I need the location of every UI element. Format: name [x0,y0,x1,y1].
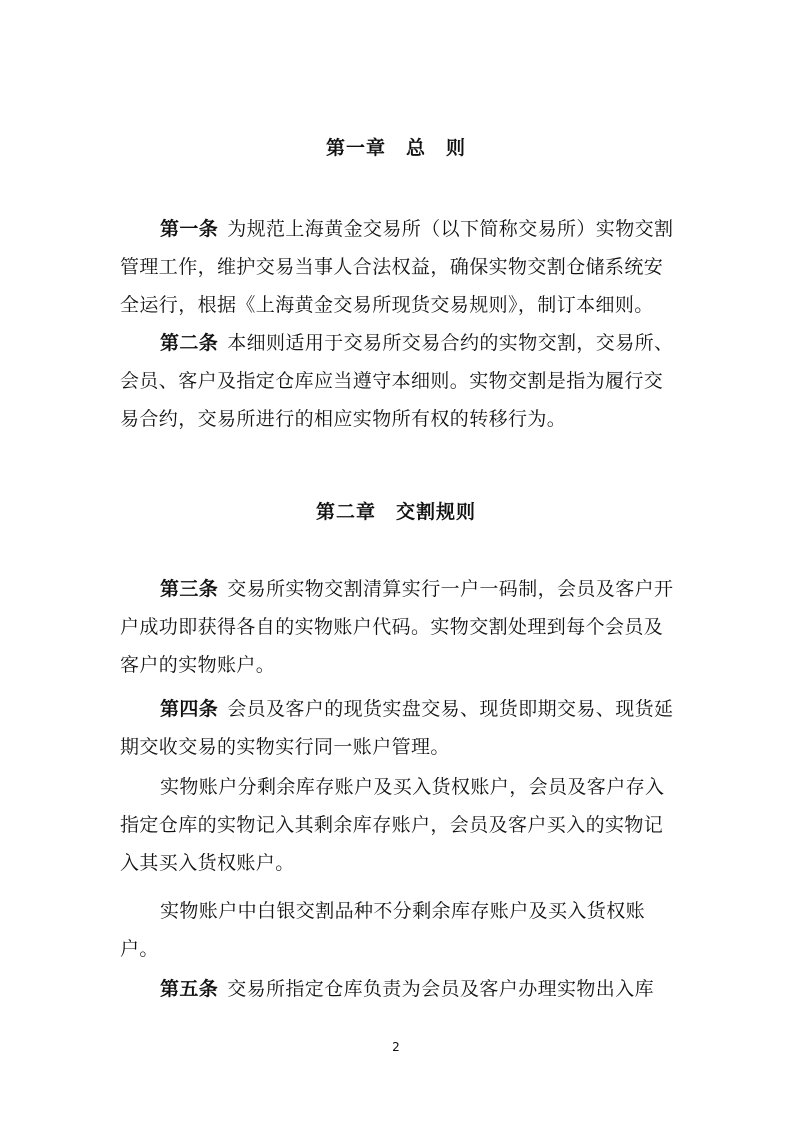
article-3-text: 交易所实物交割清算实行一户一码制，会员及客户开户成功即获得各自的实物账户代码。实物交割处理到每个会员及客户的实物账户。 [120,578,674,676]
article-4 [120,690,680,766]
article-3 [120,570,680,684]
paragraph-silver-accounts: 实物账户中白银交割品种不分剩余库存账户及买入货权账户。 [120,900,646,960]
article-5 [120,970,680,1008]
article-4-text: 会员及客户的现货实盘交易、现货即期交易、现货延期交收交易的实物实行同一账户管理。 [120,698,674,758]
article-4-number: 第四条 [160,698,219,720]
article-5-text: 交易所指定仓库负责为会员及客户办理实物出入库 [227,978,655,1000]
article-2-text: 本细则适用于交易所交易合约的实物交割，交易所、会员、客户及指定仓库应当遵守本细则。实物交割是指为履行交易合约，交易所进行的相应实物所有权的转移行为。 [120,332,674,430]
article-2 [120,324,680,438]
article-1 [120,210,680,324]
article-2-number: 第二条 [160,332,219,354]
paragraph-account-types: 实物账户分剩余库存账户及买入货权账户，会员及客户存入指定仓库的实物记入其剩余库存账户，会员及客户买入的实物记入其买入货权账户。 [120,776,665,874]
article-3-number: 第三条 [160,578,219,600]
article-5-number: 第五条 [160,978,219,1000]
article-1-number: 第一条 [160,218,219,240]
page-number: 2 [392,1040,400,1054]
article-1-text: 为规范上海黄金交易所（以下简称交易所）实物交割管理工作，维护交易当事人合法权益，确保实物交割仓储系统安全运行，根据《上海黄金交易所现货交易规则》，制订本细则。 [120,218,674,316]
chapter-2-title: 第二章 交割规则 [315,501,476,523]
chapter-1-title: 第一章 总 则 [325,137,466,159]
